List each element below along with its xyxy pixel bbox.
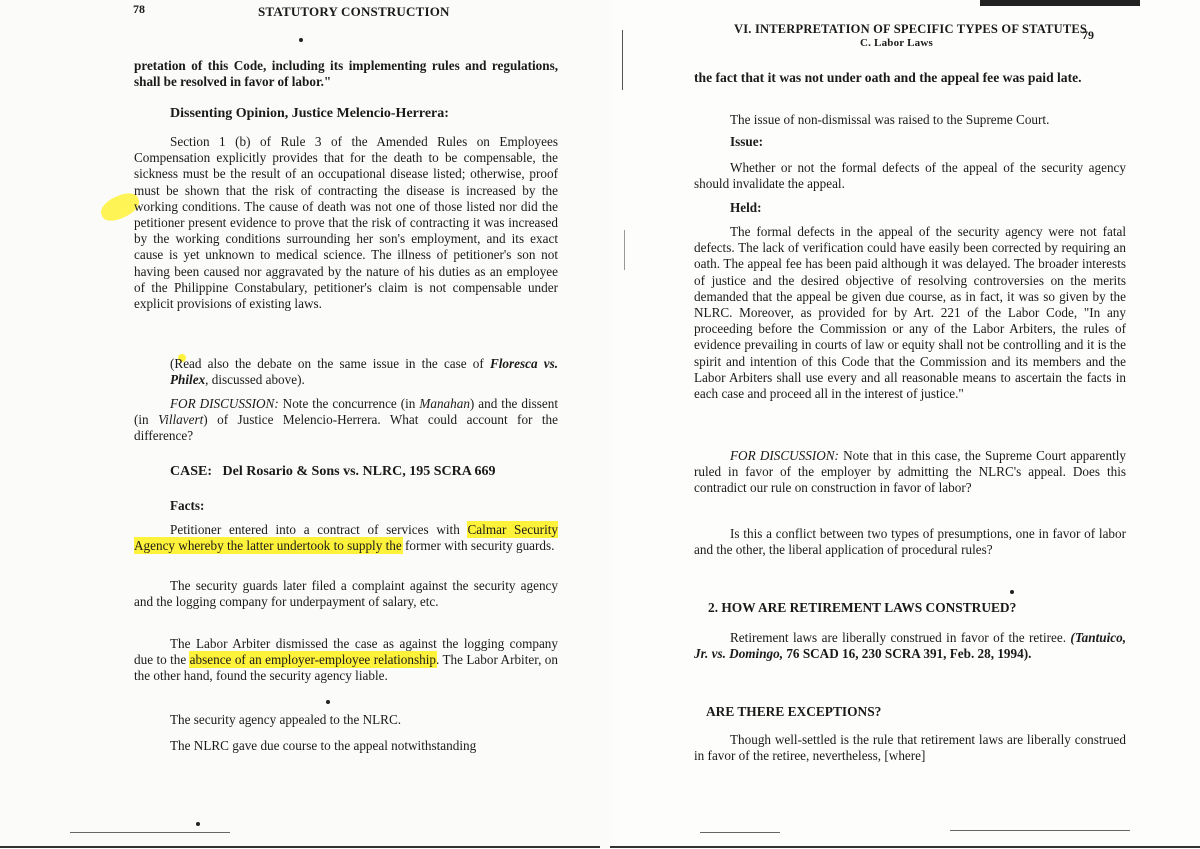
page-edge-line xyxy=(700,832,780,833)
highlighted-text: Calmar Security Agency whereby the latter undertook to supply the xyxy=(134,522,558,554)
facts-paragraph xyxy=(134,522,558,554)
held-heading: Held: xyxy=(730,200,762,215)
for-discussion-label: FOR DISCUSSION: xyxy=(170,396,279,411)
exceptions-text: Though well-settled is the rule that retirement laws are liberally construed in favor of the retiree, nevertheless, [where] xyxy=(694,732,1126,764)
page-edge-line xyxy=(950,830,1130,831)
bullet-dot xyxy=(1010,590,1014,594)
conflict-question: Is this a conflict between two types of presumptions, one in favor of labor and the other, the liberal application of procedural rules? xyxy=(694,526,1126,558)
retire-text: Retirement laws are liberally construed in favor of the retiree. xyxy=(730,630,1071,645)
gutter-line xyxy=(624,230,625,270)
read-note xyxy=(170,356,558,388)
case-name: Del Rosario & Sons vs. NLRC, 195 SCRA 669 xyxy=(222,464,496,479)
fd-text: Note the concurrence (in xyxy=(278,396,420,411)
bullet-dot xyxy=(196,822,200,826)
facts-heading: Facts: xyxy=(170,498,205,513)
for-discussion-note xyxy=(134,396,558,445)
paragraph-continuation: pretation of this Code, including its implementing rules and regulations, shall be resolved in favor of labor." xyxy=(134,58,558,90)
fd-case: Manahan xyxy=(419,396,470,411)
read-note-text: (Read also the debate on the same issue in the case of xyxy=(170,356,490,371)
page-number-left: 78 xyxy=(133,2,145,16)
facts-text: Petitioner entered into a contract of services with xyxy=(170,522,468,537)
fd-text: Note that in this case, the Supreme Court apparently ruled in favor of the employer by admitting the NLRC's appeal. Does this contradict our rule on construction in favor of labor? xyxy=(694,448,1126,496)
page-edge-line xyxy=(70,832,230,833)
page-number-right: 79 xyxy=(1082,28,1094,42)
page-edge-line xyxy=(610,846,1200,848)
dissent-paragraph: Section 1 (b) of Rule 3 of the Amended Rules on Employees Compensation explicitly provides that for the death to be compensable, the sickness must be the result of an occupational disease listed; otherwise, proof must be shown that the risk of contracting the disease is increased by the working conditions. The cause of death was not one of those listed nor did the petitioner present evidence to prove that the risk of contracting it was increased by the working conditions surrounding her son's employment, and its exact cause is yet unknown to medical science. The illness of petitioner's son not having been caused nor aggravated by the nature of his duties as an employee of the Philippine Constabulary, petitioner's claim is not compensable under explicit provisions of existing laws. xyxy=(134,134,558,312)
issue-text: Whether or not the formal defects of the appeal of the security agency should invalidate the appeal. xyxy=(694,160,1126,192)
facts-paragraph xyxy=(134,636,558,685)
paragraph-continuation: the fact that it was not under oath and the appeal fee was paid late. xyxy=(694,70,1082,85)
case-label: CASE: xyxy=(170,464,213,479)
retirement-paragraph xyxy=(694,630,1126,662)
facts-paragraph: The security agency appealed to the NLRC. xyxy=(170,712,402,727)
read-note-case: Floresca vs. Philex xyxy=(170,356,558,388)
bullet-dot xyxy=(326,700,330,704)
exceptions-heading: ARE THERE EXCEPTIONS? xyxy=(706,704,882,719)
issue-raised-text: The issue of non-dismissal was raised to the Supreme Court. xyxy=(730,112,1050,127)
highlighted-text: absence of an employer-employee relationship xyxy=(189,652,436,668)
fd-text: ) of Justice Melencio-Herrera. What could account for the difference? xyxy=(134,412,558,444)
retire-text: 76 SCAD 16, 230 SCRA 391, Feb. 28, 1994). xyxy=(783,646,1032,662)
page-edge-line xyxy=(0,846,600,848)
issue-heading: Issue: xyxy=(730,134,763,149)
facts-paragraph: The security guards later filed a complaint against the security agency and the logging company for underpayment of salary, etc. xyxy=(134,578,558,610)
read-note-text: , discussed above). xyxy=(205,372,305,388)
for-discussion-note xyxy=(694,448,1126,497)
bullet-dot xyxy=(299,38,303,42)
held-text: The formal defects in the appeal of the security agency were not fatal defects. The lack of verification could have easily been corrected by requiring an oath. The appeal fee has been paid although it was delayed. The broader interests of justice and the desired objective of resolving controversies on the merits demanded that the appeal be given due course, as in fact, it was so given by the NLRC. Moreover, as provided for by Art. 221 of the Labor Code, "In any proceeding before the Commission or any of the Labor Arbiters, the rules of evidence prevailing in courts of law or equity shall not be controlling and it is the spirit and intention of this Code that the Commission and its members and the Labor Arbiters shall use every and all reasonable means to ascertain the facts in each case and proceed all in the interest of justice." xyxy=(694,224,1126,402)
running-head-right: VI. INTERPRETATION OF SPECIFIC TYPES OF STATUTES xyxy=(734,22,1088,36)
fd-case: Villavert xyxy=(158,412,204,428)
running-head-left: STATUTORY CONSTRUCTION xyxy=(258,4,450,19)
running-subhead-right: C. Labor Laws xyxy=(860,37,933,49)
section-heading: 2. HOW ARE RETIREMENT LAWS CONSTRUED? xyxy=(708,600,1017,615)
facts-text: The Labor Arbiter dismissed the case as against the logging company due to the xyxy=(134,636,558,668)
case-title xyxy=(170,464,558,480)
facts-text: . The Labor Arbiter, on the other hand, found the security agency liable. xyxy=(134,652,558,684)
facts-text: former with security guards. xyxy=(401,538,555,554)
retire-citation: (Tantuico, Jr. vs. Domingo, xyxy=(694,630,1126,662)
facts-paragraph: The NLRC gave due course to the appeal notwithstanding xyxy=(170,738,477,753)
page-edge-line xyxy=(980,0,1140,6)
for-discussion-label: FOR DISCUSSION: xyxy=(730,448,839,463)
dissent-heading: Dissenting Opinion, Justice Melencio-Herrera: xyxy=(170,106,449,121)
fd-text: ) and the dissent (in xyxy=(134,396,558,428)
gutter-line xyxy=(622,30,623,90)
